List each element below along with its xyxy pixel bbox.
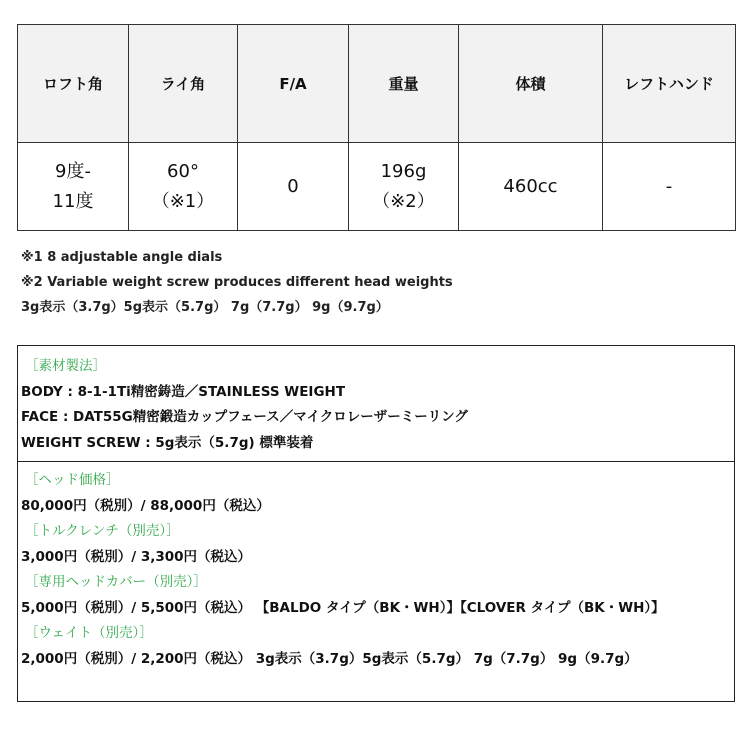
header-fa: F/A [238, 25, 349, 143]
price-heading: ［トルクレンチ（別売）］ [25, 523, 180, 539]
value-fa: 0 [238, 143, 349, 231]
price-text: 80,000円（税別）/ 88,000円（税込） [21, 497, 270, 514]
spec-value-row [18, 143, 736, 231]
value-lie: 60° （※1） [129, 143, 238, 231]
materials-line: WEIGHT SCREW : 5g表示（5.7g) 標準装着 [21, 434, 314, 451]
price-text: 5,000円（税別）/ 5,500円（税込） 【BALDO タイプ（BK・WH）】【CLOVER タイプ（BK・WH）】 [21, 599, 665, 616]
materials-heading: ［素材製法］ [25, 358, 106, 374]
header-loft: ロフト角 [18, 25, 129, 143]
note-1: ※1 8 adjustable angle dials [21, 250, 223, 265]
header-weight: 重量 [349, 25, 459, 143]
materials-box [17, 345, 735, 462]
price-text: 2,000円（税別）/ 2,200円（税込） 3g表示（3.7g）5g表示（5.7g） 7g（7.7g） 9g（9.7g） [21, 650, 638, 667]
price-heading: ［ヘッド価格］ [25, 472, 120, 488]
header-lie: ライ角 [129, 25, 238, 143]
price-heading: ［ウェイト（別売）］ [25, 625, 153, 641]
materials-line: BODY : 8-1-1Ti精密鋳造／STAINLESS WEIGHT [21, 383, 346, 400]
price-text: 3,000円（税別）/ 3,300円（税込） [21, 548, 252, 565]
value-weight: 196g （※2） [349, 143, 459, 231]
header-volume: 体積 [459, 25, 603, 143]
materials-line: FACE : DAT55G精密鍛造カップフェース／マイクロレーザーミーリング [21, 409, 468, 425]
value-left-hand: - [603, 143, 736, 231]
prices-box [17, 461, 735, 702]
note-2: ※2 Variable weight screw produces different head weights [21, 275, 453, 290]
spec-table [17, 24, 736, 231]
footnotes [21, 245, 453, 320]
header-left-hand: レフトハンド [603, 25, 736, 143]
price-heading: ［専用ヘッドカバー（別売）］ [25, 574, 207, 590]
note-3: 3g表示（3.7g）5g表示（5.7g） 7g（7.7g） 9g（9.7g） [21, 300, 389, 315]
spec-header-row [18, 25, 736, 143]
value-loft: 9度- 11度 [18, 143, 129, 231]
value-volume: 460cc [459, 143, 603, 231]
